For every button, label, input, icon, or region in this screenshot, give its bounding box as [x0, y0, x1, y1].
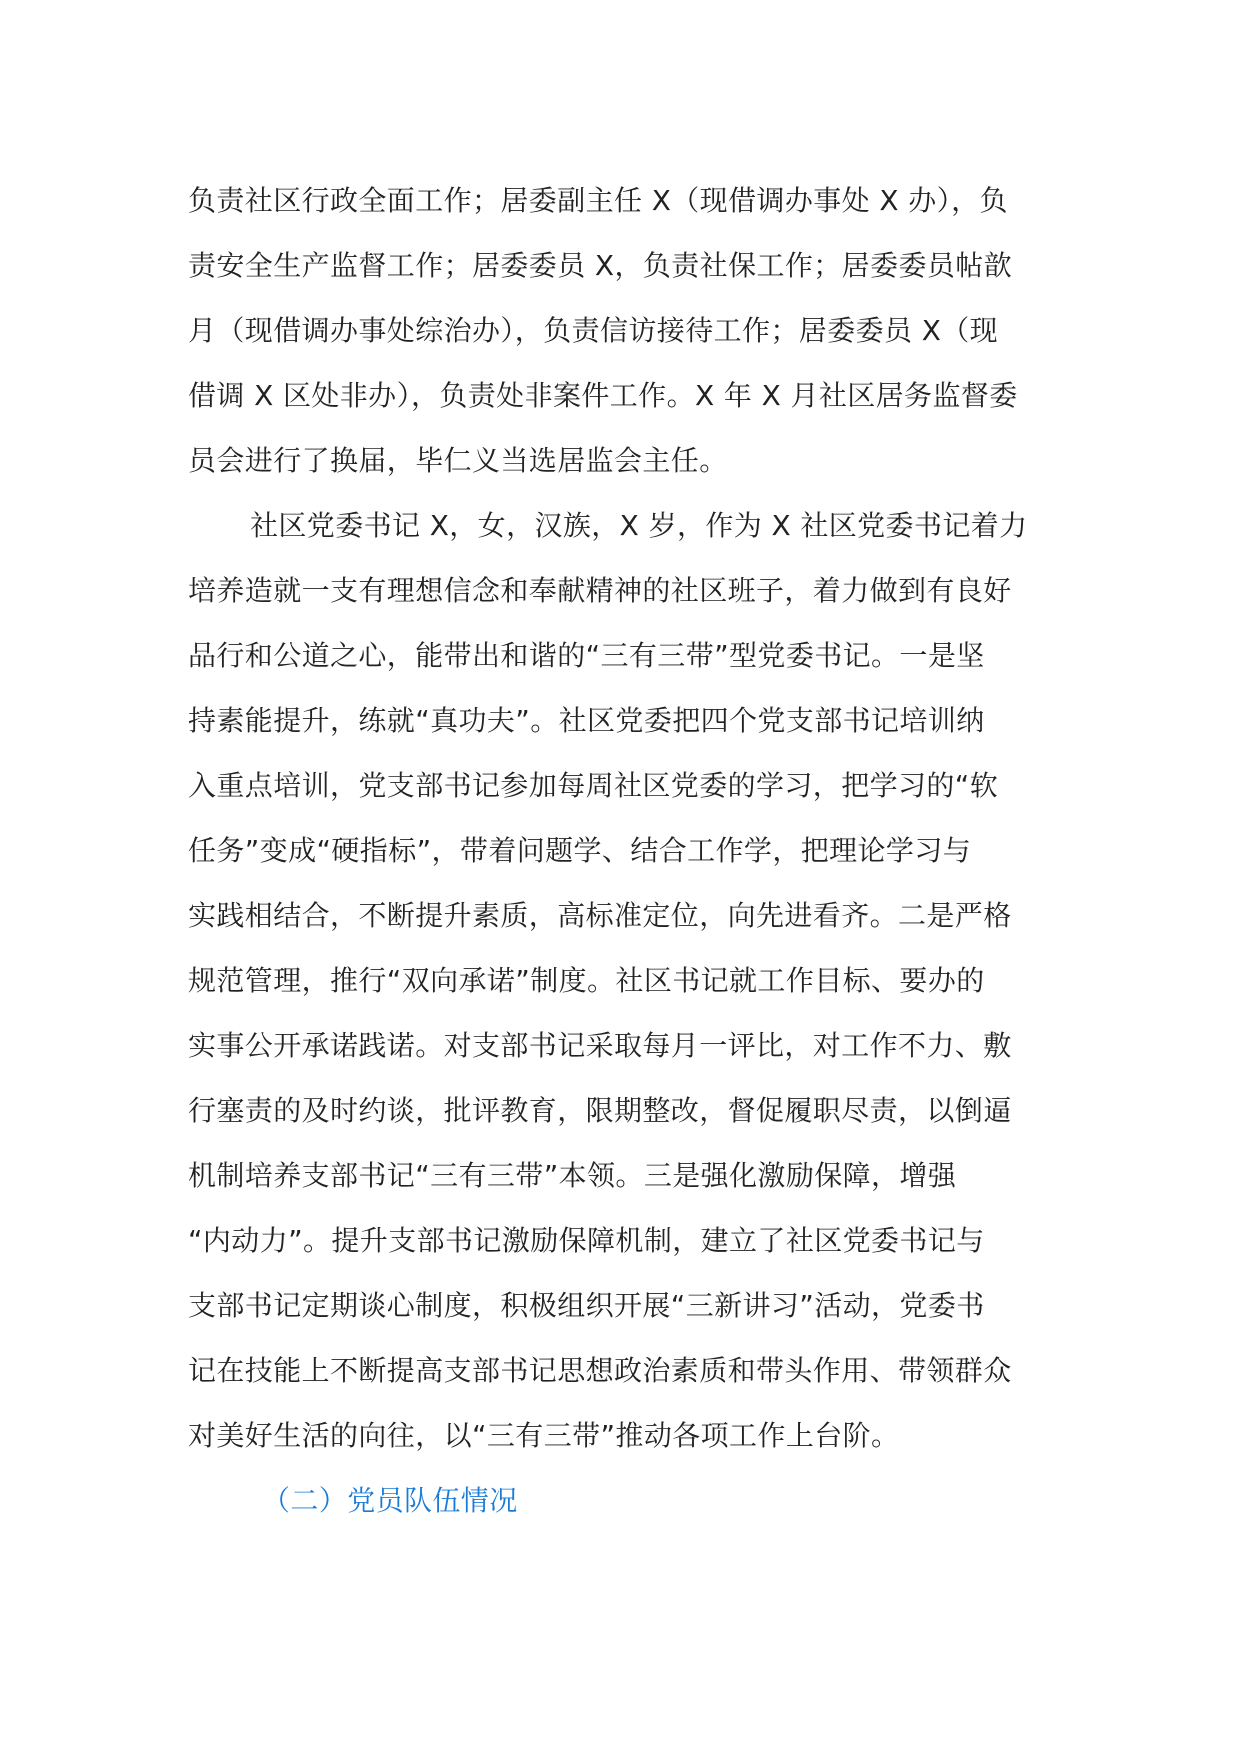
text-line: 记在技能上不断提高支部书记思想政治素质和带头作用、带领群众 [188, 1354, 1012, 1387]
text-line: 责安全生产监督工作；居委委员 X，负责社保工作；居委委员帖歆 [188, 249, 1013, 282]
text-line: 负责社区行政全面工作；居委副主任 X（现借调办事处 X 办），负 [188, 184, 1008, 217]
document-body [188, 168, 1058, 1533]
text-line: 借调 X 区处非办），负责处非案件工作。X 年 X 月社区居务监督委 [188, 379, 1018, 412]
text-line: 入重点培训，党支部书记参加每周社区党委的学习，把学习的“软 [188, 769, 999, 802]
text-line: “内动力”。提升支部书记激励保障机制，建立了社区党委书记与 [188, 1224, 985, 1257]
text-line: 品行和公道之心，能带出和谐的“三有三带”型党委书记。一是坚 [188, 639, 985, 672]
text-line: 培养造就一支有理想信念和奉献精神的社区班子，着力做到有良好 [188, 574, 1012, 607]
text-line: 社区党委书记 X，女，汉族，X 岁，作为 X 社区党委书记着力 [250, 509, 1028, 542]
text-line: 员会进行了换届，毕仁义当选居监会主任。 [188, 444, 728, 477]
section-heading: （二）党员队伍情况 [262, 1484, 518, 1517]
text-line: 实践相结合，不断提升素质，高标准定位，向先进看齐。二是严格 [188, 899, 1012, 932]
text-line: 行塞责的及时约谈，批评教育，限期整改，督促履职尽责，以倒逼 [188, 1094, 1012, 1127]
text-line: 实事公开承诺践诺。对支部书记采取每月一评比，对工作不力、敷 [188, 1029, 1012, 1062]
text-line: 支部书记定期谈心制度，积极组织开展“三新讲习”活动，党委书 [188, 1289, 985, 1322]
text-line: 月（现借调办事处综治办），负责信访接待工作；居委委员 X（现 [188, 314, 999, 347]
paragraph-1 [188, 168, 1058, 493]
text-line: 任务”变成“硬指标”，带着问题学、结合工作学，把理论学习与 [188, 834, 972, 867]
text-line: 规范管理，推行“双向承诺”制度。社区书记就工作目标、要办的 [188, 964, 985, 997]
paragraph-2 [188, 493, 1058, 1468]
text-line: 机制培养支部书记“三有三带”本领。三是强化激励保障，增强 [188, 1159, 957, 1192]
text-line: 对美好生活的向往，以“三有三带”推动各项工作上台阶。 [188, 1419, 900, 1452]
text-line: 持素能提升，练就“真功夫”。社区党委把四个党支部书记培训纳 [188, 704, 985, 737]
